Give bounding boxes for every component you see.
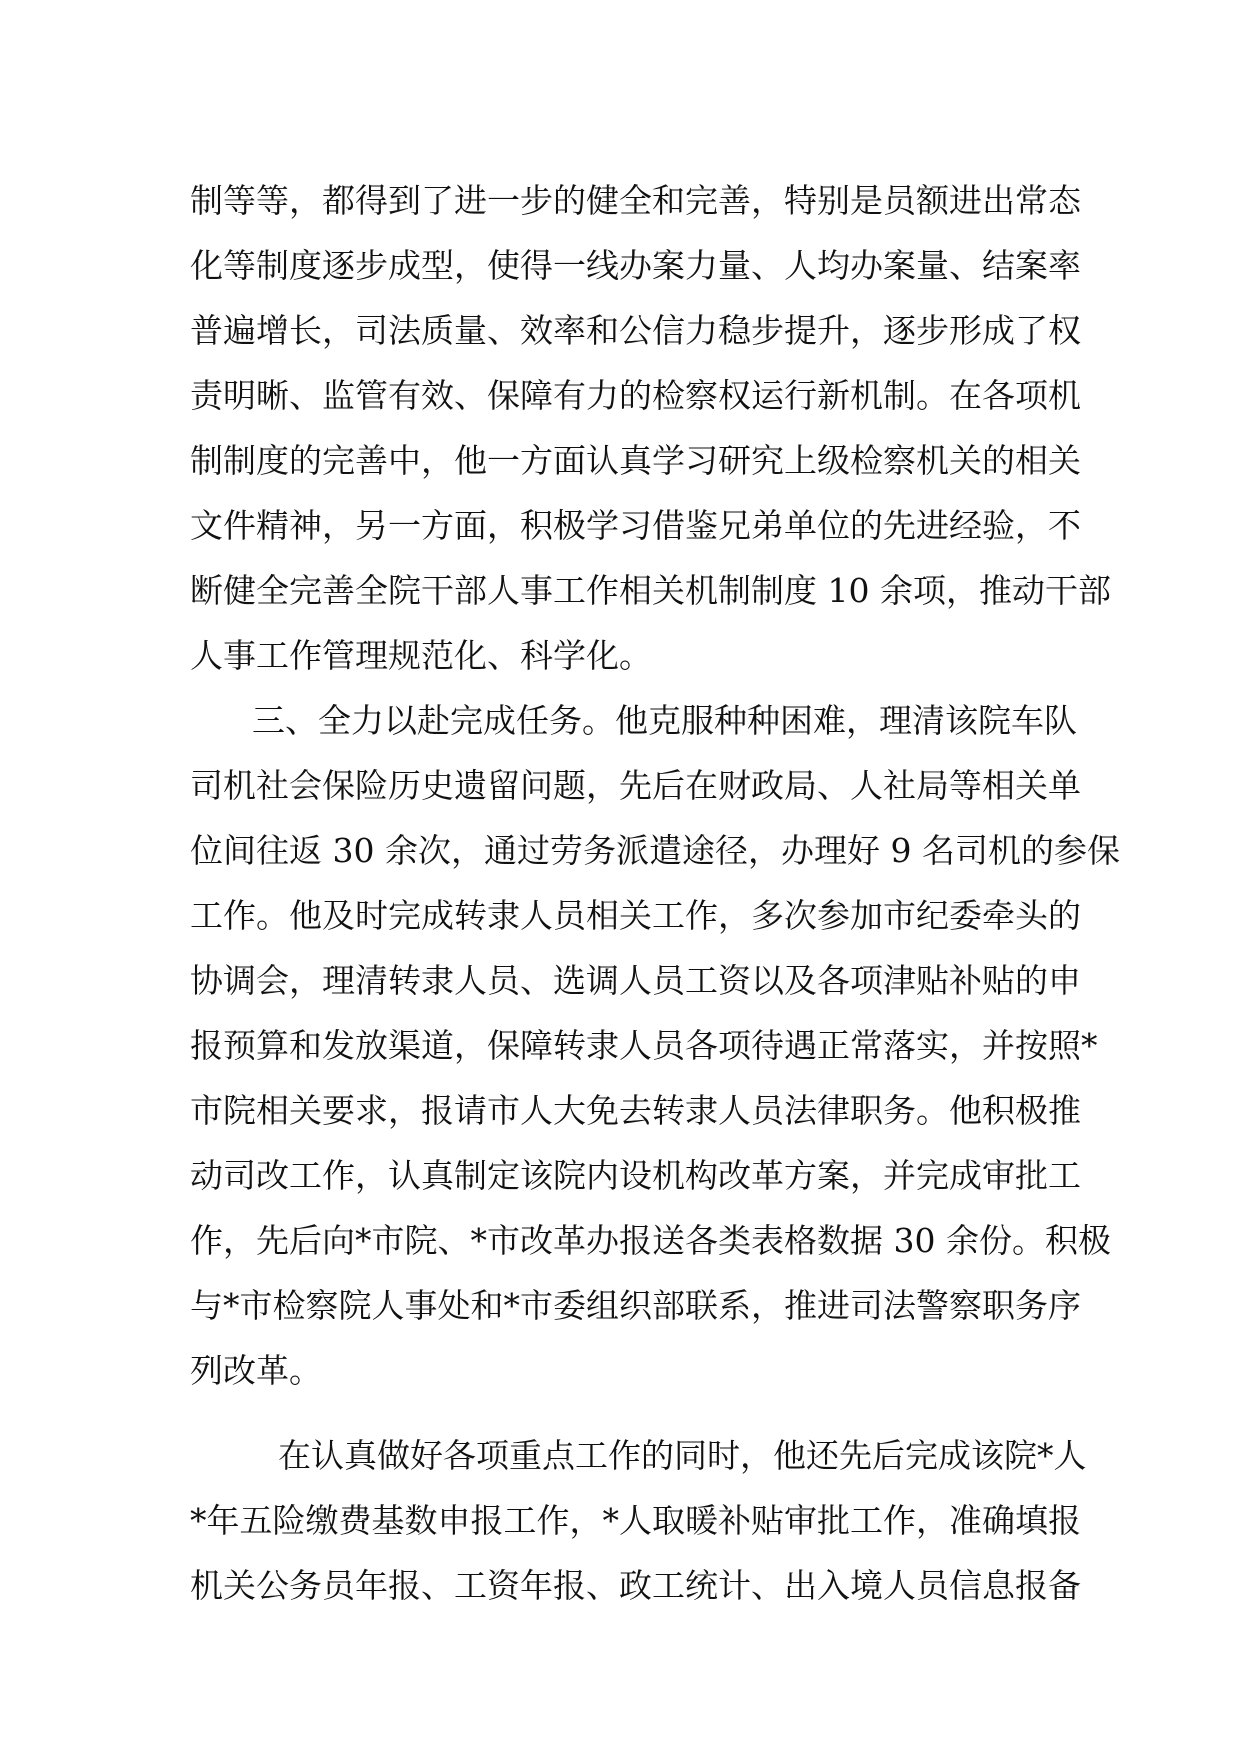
text-line: 动司改工作，认真制定该院内设机构改革方案，并完成审批工 [190,1156,1081,1195]
text-line: 工作。他及时完成转隶人员相关工作，多次参加市纪委牵头的 [190,896,1081,935]
paragraph-1 [190,168,1111,688]
text-line: 文件精神，另一方面，积极学习借鉴兄弟单位的先进经验，不 [190,506,1081,545]
text-line: 人事工作管理规范化、科学化。 [190,636,652,675]
body-text [190,168,1120,1618]
text-line: 断健全完善全院干部人事工作相关机制制度 10 余项，推动干部 [190,571,1111,610]
text-line: 协调会，理清转隶人员、选调人员工资以及各项津贴补贴的申 [190,961,1081,1000]
text-line: 司机社会保险历史遗留问题，先后在财政局、人社局等相关单 [190,766,1081,805]
text-line: 三、全力以赴完成任务。他克服种种困难，理清该院车队 [252,701,1077,740]
paragraph-3 [190,1423,1087,1618]
text-line: 报预算和发放渠道，保障转隶人员各项待遇正常落实，并按照* [190,1026,1098,1065]
paragraph-spacer [190,1403,1070,1423]
text-line: *年五险缴费基数申报工作，*人取暖补贴审批工作，准确填报 [190,1501,1081,1540]
text-line: 列改革。 [190,1351,322,1390]
paragraph-2 [190,688,1120,1403]
text-line: 作，先后向*市院、*市改革办报送各类表格数据 30 余份。积极 [190,1221,1111,1260]
text-line: 制制度的完善中，他一方面认真学习研究上级检察机关的相关 [190,441,1081,480]
text-line: 制等等，都得到了进一步的健全和完善，特别是员额进出常态 [190,181,1081,220]
text-line: 化等制度逐步成型，使得一线办案力量、人均办案量、结案率 [190,246,1081,285]
text-line: 责明晰、监管有效、保障有力的检察权运行新机制。在各项机 [190,376,1081,415]
text-line: 普遍增长，司法质量、效率和公信力稳步提升，逐步形成了权 [190,311,1081,350]
text-line: 机关公务员年报、工资年报、政工统计、出入境人员信息报备 [190,1566,1081,1605]
text-line: 与*市检察院人事处和*市委组织部联系，推进司法警察职务序 [190,1286,1081,1325]
text-line: 在认真做好各项重点工作的同时，他还先后完成该院*人 [278,1436,1087,1475]
text-line: 位间往返 30 余次，通过劳务派遣途径，办理好 9 名司机的参保 [190,831,1120,870]
text-line: 市院相关要求，报请市人大免去转隶人员法律职务。他积极推 [190,1091,1081,1130]
